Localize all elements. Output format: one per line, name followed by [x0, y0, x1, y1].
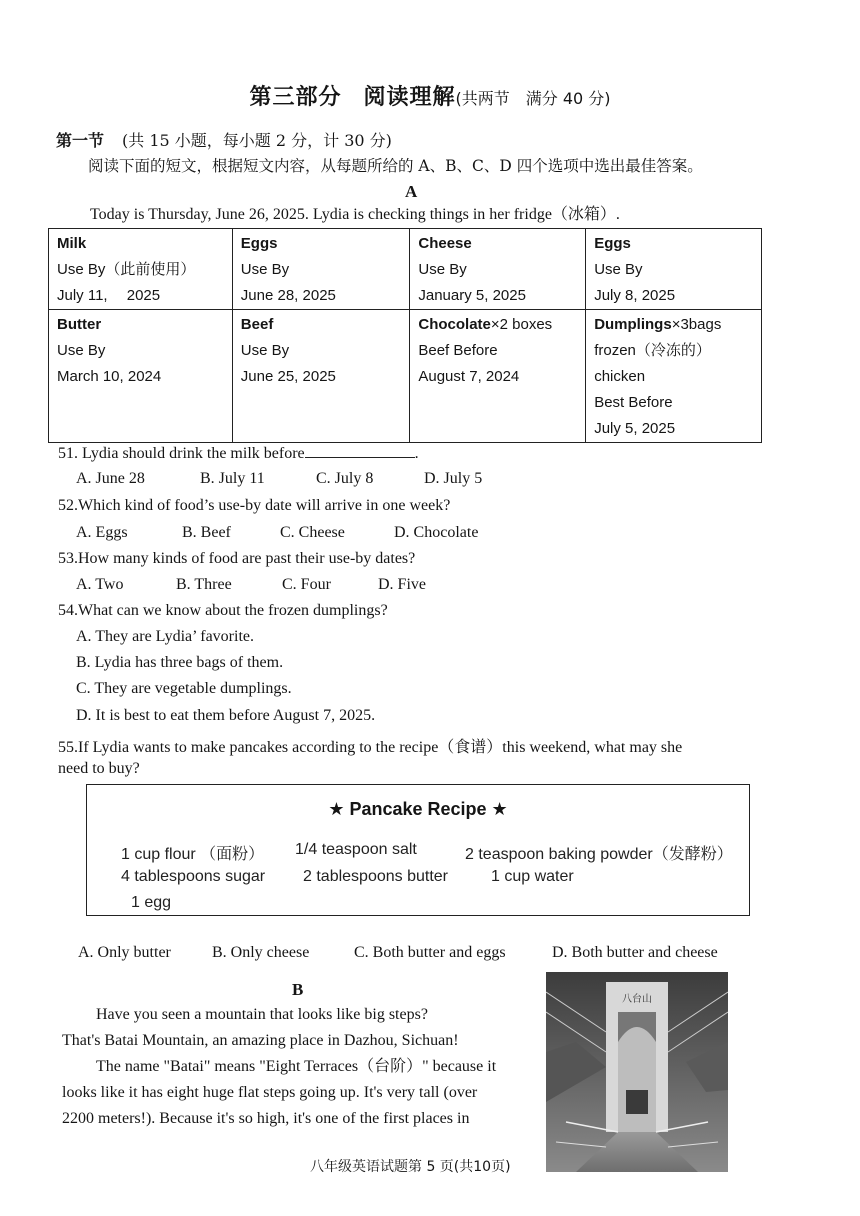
- item-name: Beef: [240, 316, 274, 333]
- cell-eggs-1: [232, 229, 410, 310]
- question-stem: 51. Lydia should drink the milk before: [58, 445, 305, 462]
- passage-b-line: That's Batai Mountain, an amazing place in Dazhou, Sichuan!: [62, 1032, 459, 1049]
- use-by-label: Beef Before: [418, 342, 498, 359]
- use-by-label: Use By（此前使用）: [57, 261, 196, 278]
- part-number: 第三部分: [249, 85, 342, 110]
- option-b: B. Three: [176, 576, 232, 593]
- question-55: 55.If Lydia wants to make pancakes according to the recipe（食谱）this weekend, what may she: [58, 739, 683, 756]
- question-52: 52.Which kind of food’s use-by date will arrive in one week?: [58, 497, 451, 514]
- question-55-cont: need to buy?: [58, 760, 140, 777]
- options-52: [76, 524, 478, 542]
- use-by-label: Use By: [240, 342, 290, 359]
- option-c: C. July 8: [316, 470, 374, 487]
- use-by-date: July 11, 2025: [57, 287, 161, 304]
- option-a: A. Only butter: [78, 944, 171, 961]
- item-name: Butter: [57, 316, 102, 333]
- use-by-label: Use By: [57, 342, 106, 359]
- option-b: B. Beef: [182, 524, 231, 541]
- option-d: D. Both butter and cheese: [552, 944, 718, 961]
- cell-milk: [49, 229, 233, 310]
- option-b: B. Only cheese: [212, 944, 310, 961]
- use-by-date: June 28, 2025: [240, 287, 336, 304]
- option-b: B. July 11: [200, 470, 265, 487]
- recipe-ingredient: 2 teaspoon baking powder（发酵粉）: [465, 846, 733, 863]
- use-by-label: Use By: [594, 261, 643, 278]
- question-53: 53.How many kinds of food are past their use-by dates?: [58, 550, 416, 567]
- table-row: [49, 310, 762, 443]
- item-note: frozen（冷冻的）: [594, 342, 711, 359]
- cell-eggs-2: [586, 229, 762, 310]
- use-by-date: January 5, 2025: [418, 287, 526, 304]
- use-by-date: August 7, 2024: [418, 368, 520, 385]
- item-quantity: ×2 boxes: [490, 316, 553, 333]
- pancake-recipe-box: [86, 784, 750, 916]
- use-by-label: Use By: [418, 261, 467, 278]
- option-c: C. Both butter and eggs: [354, 944, 506, 961]
- option-d: D. Five: [378, 576, 426, 593]
- recipe-title: ★ Pancake Recipe ★: [328, 799, 508, 819]
- part-name: 阅读理解: [363, 85, 456, 110]
- recipe-ingredient: 1/4 teaspoon salt: [295, 841, 417, 858]
- item-heading: [418, 312, 577, 338]
- passage-b-label: B: [292, 980, 304, 999]
- photo-sign-text: 八台山: [622, 994, 652, 1005]
- option-b: B. Lydia has three bags of them.: [76, 654, 284, 671]
- passage-b-line: looks like it has eight huge flat steps going up. It's very tall (over: [62, 1084, 478, 1101]
- item-name: Cheese: [418, 235, 472, 252]
- passage-a-label: A: [405, 182, 418, 201]
- item-name: Milk: [57, 235, 87, 252]
- section-heading: [56, 128, 392, 151]
- use-by-label: Use By: [240, 261, 290, 278]
- instructions: 阅读下面的短文，根据短文内容，从每题所给的 A、B、C、D 四个选项中选出最佳答案。: [88, 157, 703, 175]
- cell-dumplings: [586, 310, 762, 443]
- option-a: A. Two: [76, 576, 124, 593]
- recipe-ingredient: 1 cup water: [491, 868, 574, 885]
- question-51: [58, 444, 419, 463]
- cell-chocolate: [410, 310, 586, 443]
- recipe-ingredient: 4 tablespoons sugar: [121, 868, 266, 885]
- bridge-photo-graphic: [546, 972, 728, 1172]
- cell-cheese: [410, 229, 586, 310]
- item-heading: [594, 312, 753, 338]
- item-name: Eggs: [240, 235, 278, 252]
- table-row: [49, 229, 762, 310]
- recipe-ingredient: 1 cup flour （面粉）: [121, 846, 265, 863]
- option-d: D. Chocolate: [394, 524, 479, 541]
- option-c: C. They are vegetable dumplings.: [76, 680, 292, 697]
- section-desc: (共 15 小题，每小题 2 分，计 30 分): [122, 131, 392, 150]
- fridge-table: [48, 228, 762, 443]
- use-by-date: June 25, 2025: [240, 368, 336, 385]
- item-name: Eggs: [594, 235, 631, 252]
- item-name: Dumplings: [594, 316, 672, 333]
- page-title: [0, 80, 860, 111]
- page-footer: 八年级英语试题第 5 页(共10页): [310, 1159, 511, 1175]
- option-a: A. They are Lydia’ favorite.: [76, 628, 254, 645]
- item-note: chicken: [594, 368, 646, 385]
- best-before-date: July 5, 2025: [594, 420, 676, 437]
- best-before-label: Best Before: [594, 394, 673, 411]
- option-a: A. Eggs: [76, 524, 128, 541]
- option-c: C. Four: [282, 576, 331, 593]
- item-quantity: ×3bags: [671, 316, 722, 333]
- use-by-date: July 8, 2025: [594, 287, 676, 304]
- options-55: [78, 944, 718, 962]
- passage-b-line: Have you seen a mountain that looks like big steps?: [96, 1006, 428, 1023]
- options-53: [76, 576, 426, 594]
- cell-butter: [49, 310, 233, 443]
- section-label: 第一节: [56, 131, 105, 150]
- option-c: C. Cheese: [280, 524, 345, 541]
- option-d: D. It is best to eat them before August 7, 2025.: [76, 707, 376, 724]
- question-54: 54.What can we know about the frozen dumplings?: [58, 602, 388, 619]
- recipe-ingredient: 1 egg: [131, 894, 172, 911]
- batai-mountain-photo: [546, 972, 728, 1172]
- passage-a-intro: Today is Thursday, June 26, 2025. Lydia is checking things in her fridge（冰箱）.: [90, 206, 620, 223]
- option-d: D. July 5: [424, 470, 483, 487]
- option-a: A. June 28: [76, 470, 145, 487]
- passage-b-line: 2200 meters!). Because it's so high, it's one of the first places in: [62, 1110, 470, 1127]
- passage-b-line: The name "Batai" means "Eight Terraces（台阶）" because it: [96, 1058, 497, 1075]
- recipe-ingredient: 2 tablespoons butter: [303, 868, 448, 885]
- cell-beef: [232, 310, 410, 443]
- use-by-date: March 10, 2024: [57, 368, 162, 385]
- answer-blank: [305, 444, 415, 458]
- stem-end: .: [414, 445, 419, 462]
- options-51: [76, 470, 482, 488]
- item-name: Chocolate: [418, 316, 491, 333]
- part-score: (共两节 满分 40 分): [455, 89, 611, 108]
